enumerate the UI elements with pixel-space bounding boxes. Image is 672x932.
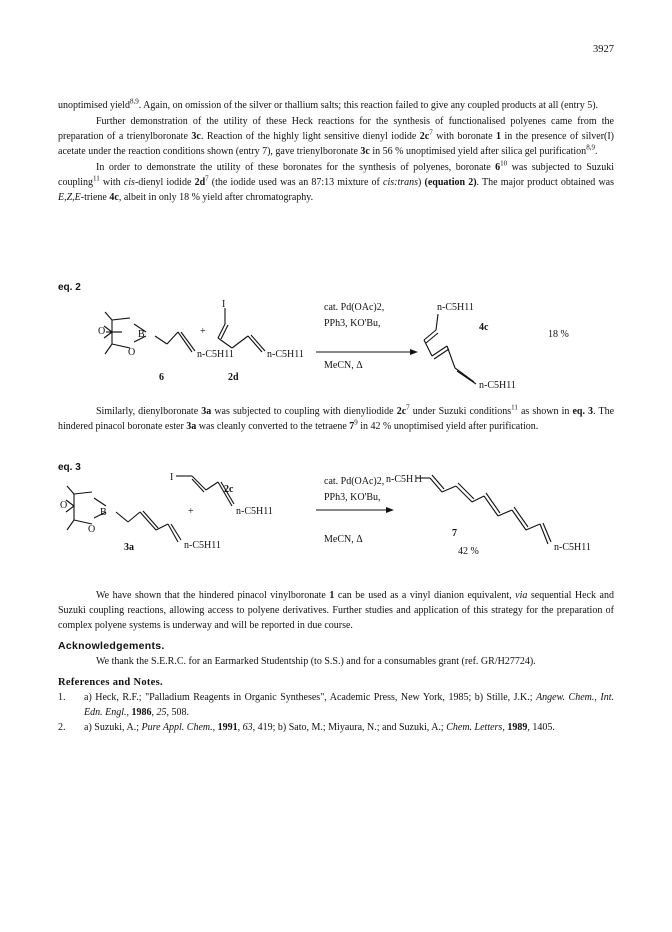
eq2-boron-O-top: O bbox=[98, 326, 106, 337]
eq3-condition-1: cat. Pd(OAc)2, bbox=[324, 476, 385, 487]
reference-1: 1. a) Heck, R.F.; "Palladium Reagents in Organic Syntheses", Academic Press, New York, 1985; b) Stille, J.K.; Angew. Chem., Int. Edn. Engl., 1986, 25, 508. bbox=[58, 692, 614, 718]
compound-2d-label: 2d bbox=[228, 372, 239, 383]
equation-2-scheme bbox=[0, 296, 672, 396]
compound-4c-label: 4c bbox=[479, 322, 489, 333]
eq2-substituent-2d: n-C5H11 bbox=[267, 349, 304, 360]
acknowledgements-text: We thank the S.E.R.C. for an Earmarked Studentship (to S.S.) and for a consumables grant (ref. GR/H27724). bbox=[96, 656, 536, 667]
paragraph-4: Similarly, dienylboronate 3a was subjected to coupling with dienyliodide $2c^7$ under Suzuki conditions$^{11}$ as shown in eq. 3. The hindered pinacol boronate ester 3a was cleanly converted to the tetraene $7^9$ in 42 % unoptimised yield after purification. bbox=[58, 403, 615, 432]
eq2-plus: + bbox=[200, 326, 206, 337]
eq2-iodide: I bbox=[222, 299, 226, 310]
body-text-top bbox=[58, 98, 614, 205]
eq3-substituent-2c: n-C5H11 bbox=[236, 506, 273, 517]
eq3-boron-O-top: O bbox=[60, 500, 68, 511]
eq2-product-top-substituent: n-C5H11 bbox=[437, 302, 474, 313]
equation-2-drawing bbox=[0, 296, 672, 396]
eq3-plus: + bbox=[188, 506, 194, 517]
paragraph-2: Further demonstration of the utility of these Heck reactions for the synthesis of functionalised polyenes came from the preparation of a trienylboronate 3c. Reaction of the highly light sensitive dienyl iodide $2c^7$ with boronate 1 in the presence of silver(I) acetate under the reaction conditions shown (entry 7), gave trienylboronate 3c in 56 % unoptimised yield after silica gel purification$^{8,9}$. bbox=[58, 116, 615, 157]
compound-6-label: 6 bbox=[159, 372, 164, 383]
eq3-iodide: I bbox=[170, 472, 174, 483]
references-heading: References and Notes. bbox=[58, 677, 163, 688]
eq2-condition-2: PPh3, KO'Bu, bbox=[324, 318, 381, 329]
eq2-yield: 18 % bbox=[548, 329, 569, 340]
eq2-boron-B: B bbox=[138, 329, 145, 340]
eq2-product-bot-substituent: n-C5H11 bbox=[479, 380, 516, 391]
eq2-condition-1: cat. Pd(OAc)2, bbox=[324, 302, 385, 313]
compound-3a-label: 3a bbox=[124, 542, 134, 553]
equation-2-label: eq. 2 bbox=[58, 282, 81, 293]
eq3-product-left-substituent: n-C5H11 bbox=[386, 474, 423, 485]
eq2-substituent-6: n-C5H11 bbox=[197, 349, 234, 360]
equation-3-drawing bbox=[0, 470, 672, 566]
body-text-middle bbox=[58, 404, 614, 434]
paragraph-3: In order to demonstrate the utility of these boronates for the synthesis of polyenes, boronate $6^{10}$ was subjected to Suzuki coupling$^{11}$ with cis-dienyl iodide $2d^7$ (the iodide used was an 87:13 mixture of cis:trans) (equation 2). The major product obtained was E,Z,E-triene 4c, albeit in only 18 % yield after chromatography. bbox=[58, 159, 614, 203]
paragraph-5: We have shown that the hindered pinacol vinylboronate 1 can be used as a vinyl dianion equivalent, via sequential Heck and Suzuki coupling reactions, allowing access to polyene derivatives. Further studies and application of this strategy for the preparation of complex polyene systems is underway and will be reported in due course. bbox=[58, 590, 614, 631]
eq3-boron-O-bot: O bbox=[88, 524, 96, 535]
eq3-product-right-substituent: n-C5H11 bbox=[554, 542, 591, 553]
eq3-condition-2: PPh3, KO'Bu, bbox=[324, 492, 381, 503]
eq2-boron-O-bot: O bbox=[128, 347, 136, 358]
eq3-substituent-3a: n-C5H11 bbox=[184, 540, 221, 551]
compound-2c-label: 2c bbox=[224, 484, 234, 495]
equation-3-scheme bbox=[0, 470, 672, 566]
equation-3-label: eq. 3 bbox=[58, 462, 81, 473]
page-number: 3927 bbox=[593, 44, 614, 55]
acknowledgements-heading: Acknowledgements. bbox=[58, 640, 165, 652]
eq3-condition-3: MeCN, Δ bbox=[324, 534, 363, 545]
reference-2: 2. a) Suzuki, A.; Pure Appl. Chem., 1991, 63, 419; b) Sato, M.; Miyaura, N.; and Suzuki, A.; Chem. Letters, 1989, 1405. bbox=[58, 722, 555, 733]
compound-7-label: 7 bbox=[452, 528, 457, 539]
body-text-bottom bbox=[58, 588, 614, 735]
eq3-yield: 42 % bbox=[458, 546, 479, 557]
eq3-boron-B: B bbox=[100, 507, 107, 518]
paragraph-1: unoptimised yield$^{8,9}$. Again, on omission of the silver or thallium salts; this reaction failed to give any coupled products at all (entry 5). bbox=[58, 97, 599, 111]
eq2-condition-3: MeCN, Δ bbox=[324, 360, 363, 371]
